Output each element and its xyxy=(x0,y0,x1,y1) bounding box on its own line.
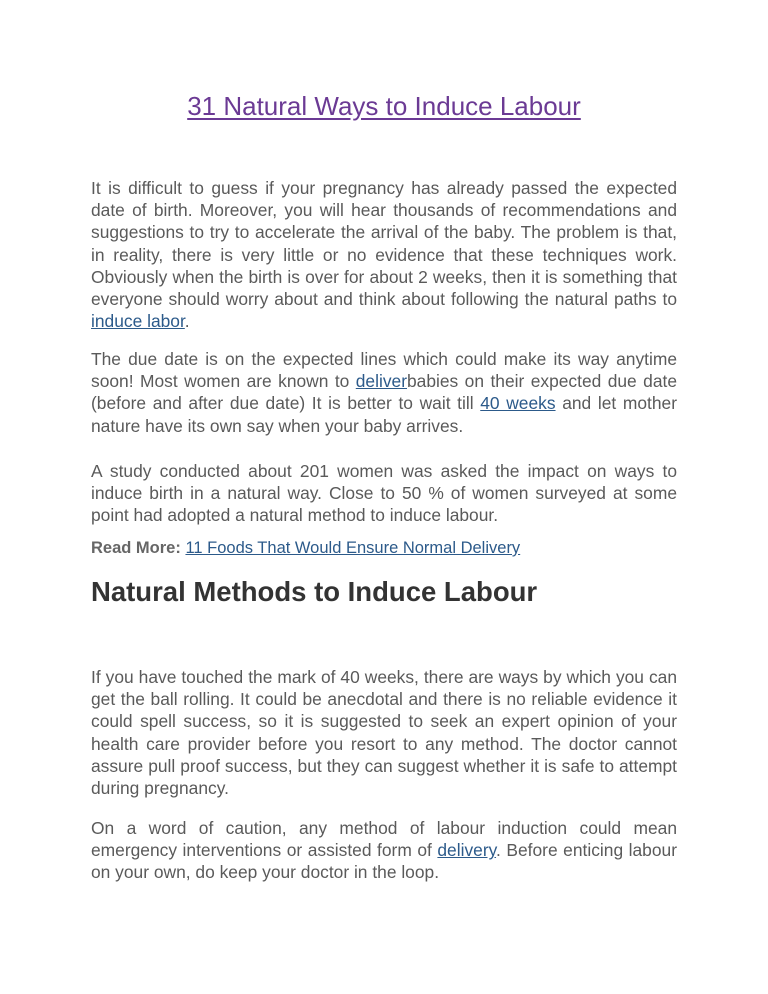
study-paragraph xyxy=(91,460,677,527)
paragraph-text: On a word of caution, any method of labour induction could mean emergency interventions or assisted form of xyxy=(91,818,677,861)
section-heading: Natural Methods to Induce Labour xyxy=(91,576,538,607)
read-more xyxy=(91,537,677,559)
delivery-link[interactable]: delivery xyxy=(437,840,497,861)
methods-paragraph xyxy=(91,666,677,799)
paragraph-text: babies on their expected due date (before and after due date) It is better to wait till xyxy=(91,371,677,414)
caution-paragraph xyxy=(91,817,677,884)
deliver-link[interactable]: deliver xyxy=(355,371,407,392)
title-link[interactable]: 31 Natural Ways to Induce Labour xyxy=(187,91,581,121)
40-weeks-link[interactable]: 40 weeks xyxy=(480,393,556,414)
due-date-paragraph xyxy=(91,348,677,437)
paragraph-text: A study conducted about 201 women was asked the impact on ways to induce birth in a natural way. Close to 50 % of women surveyed at some point had adopted a natural method to induce labour. xyxy=(91,461,677,526)
paragraph-text: . xyxy=(184,311,190,332)
read-more-link[interactable]: 11 Foods That Would Ensure Normal Delivery xyxy=(185,539,521,557)
page-title xyxy=(91,90,677,122)
paragraph-text: If you have touched the mark of 40 weeks, there are ways by which you can get the ball rolling. It could be anecdotal and there is no reliable evidence it could spell success, so it is suggested to seek an expert opinion of your health care provider before you resort to any method. The doctor cannot assure pull proof success, but they can suggest whether it is safe to attempt during pregnancy. xyxy=(91,667,677,799)
paragraph-text: . Before enticing labour on your own, do keep your doctor in the loop. xyxy=(91,840,677,883)
induce-labor-link[interactable]: induce labor xyxy=(91,311,185,332)
paragraph-text: and let mother nature have its own say when your baby arrives. xyxy=(91,393,677,436)
paragraph-text: The due date is on the expected lines which could make its way anytime soon! Most women are known to xyxy=(91,349,677,392)
paragraph-text: It is difficult to guess if your pregnancy has already passed the expected date of birth. Moreover, you will hear thousands of recommendations and suggestions to try to accelerate the arrival of the baby. The problem is that, in reality, there is very little or no evidence that these techniques work. Obviously when the birth is over for about 2 weeks, then it is something that everyone should worry about and think about following the natural paths to xyxy=(91,178,677,310)
read-more-label: Read More: xyxy=(91,539,181,557)
intro-paragraph xyxy=(91,177,677,332)
